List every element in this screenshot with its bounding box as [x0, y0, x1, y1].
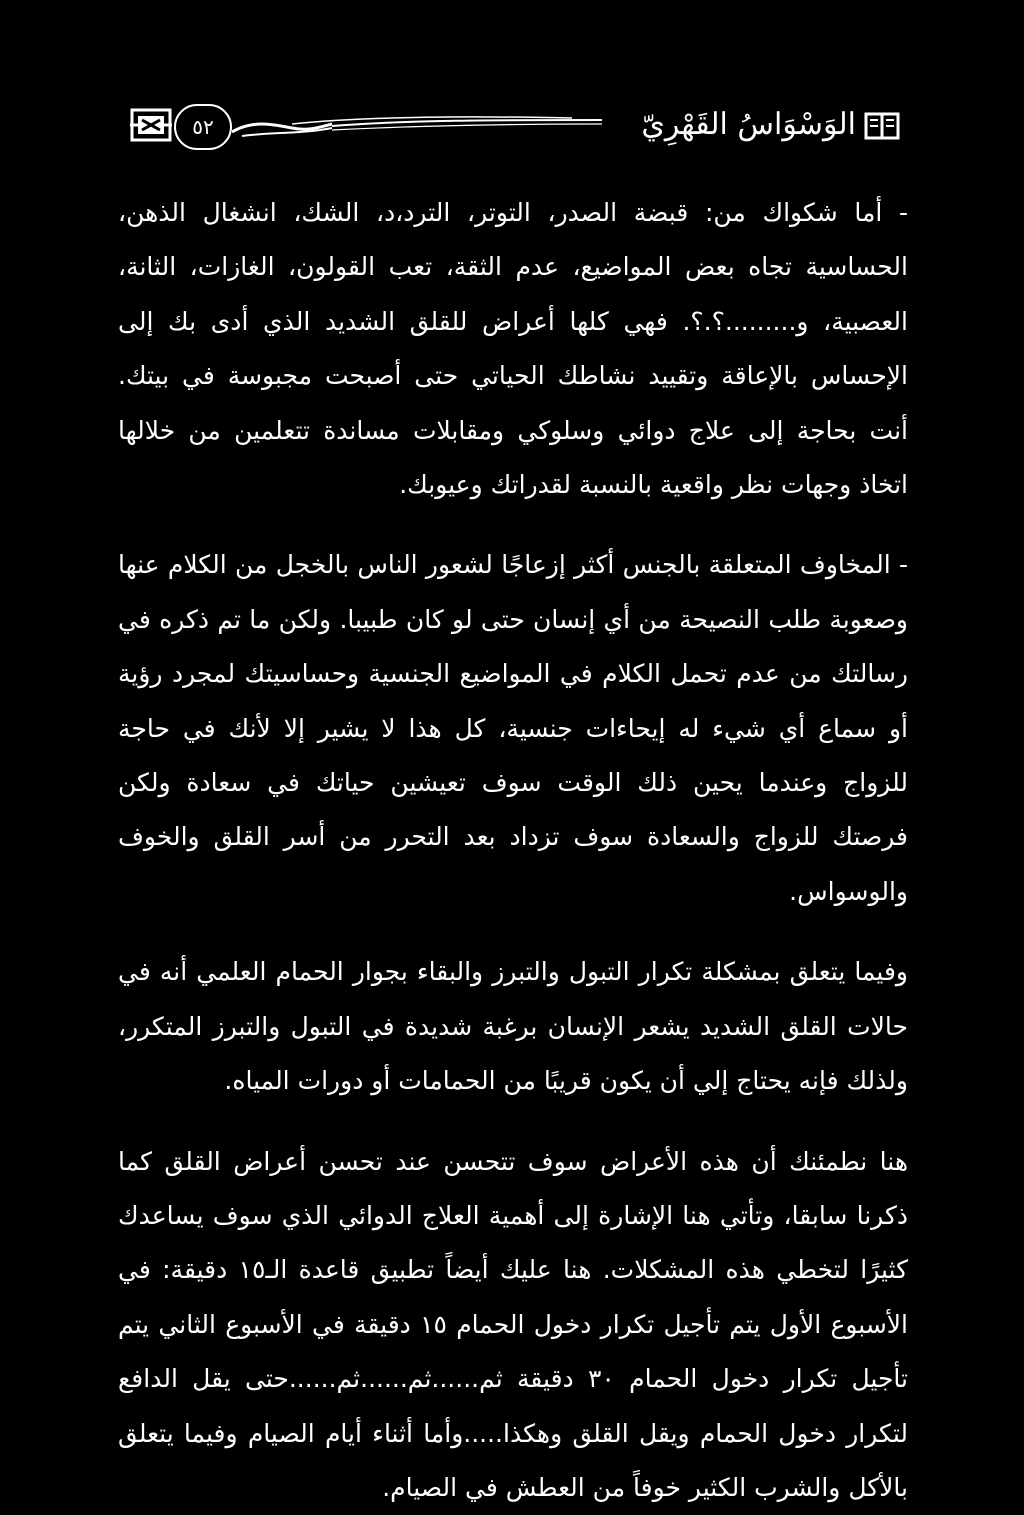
paragraph: وفيما يتعلق بمشكلة تكرار التبول والتبرز والبقاء بجوار الحمام العلمي أنه في حالات القلق الشديد يشعر الإنسان برغبة شديدة في التبول والتبرز المتكرر، ولذلك فإنه يحتاج إلي أن يكون قريبًا من الحمامات أو دورات المياه.: [118, 945, 908, 1108]
paragraph: هنا نطمئنك أن هذه الأعراض سوف تتحسن عند تحسن أعراض القلق كما ذكرنا سابقا، وتأتي هنا الإشارة إلى أهمية العلاج الدوائي الذي سوف يساعدك كثيرًا لتخطي هذه المشكلات. هنا عليك أيضاً تطبيق قاعدة الـ١٥ دقيقة: في الأسبوع الأول يتم تأجيل تكرار دخول الحمام ١٥ دقيقة في الأسبوع الثاني يتم تأجيل تكرار دخول الحمام ٣٠ دقيقة ثم......ثم......ثم......حتى يقل الدافع لتكرار دخول الحمام ويقل القلق وهكذا.....وأما أثناء أيام الصيام وفيما يتعلق بالأكل والشرب الكثير خوفاً من العطش في الصيام.: [118, 1135, 908, 1515]
paragraph: - المخاوف المتعلقة بالجنس أكثر إزعاجًا لشعور الناس بالخجل من الكلام عنها وصعوبة طلب النصيحة من أي إنسان حتى لو كان طبيبا. ولكن ما تم ذكره في رسالتك من عدم تحمل الكلام في المواضيع الجنسية وحساسيتك لمجرد رؤية أو سماع أي شيء له إيحاءات جنسية، كل هذا لا يشير إلا لأنك في حاجة للزواج وعندما يحين ذلك الوقت سوف تعيشين حياتك في سعادة ولكن فرصتك للزواج والسعادة سوف تزداد بعد التحرر من أسر القلق والخوف والوسواس.: [118, 538, 908, 919]
body-text: [118, 186, 908, 1515]
page-number: [174, 104, 232, 150]
decorative-rule-icon: [232, 98, 602, 154]
paragraph: - أما شكواك من: قبضة الصدر، التوتر، الترد،د، الشك، انشغال الذهن، الحساسية تجاه بعض المواضيع، عدم الثقة، تعب القولون، الغازات، الثانة، العصبية، و.........؟.؟. فهي كلها أعراض للقلق الشديد الذي أدى بك إلى الإحساس بالإعاقة وتقييد نشاطك الحياتي حتى أصبحت مجبوسة في بيتك. أنت بحاجة إلى علاج دوائي وسلوكي ومقابلات مساندة تتعلمين من خلالها اتخاذ وجهات نظر واقعية بالنسبة لقدراتك وعيوبك.: [118, 186, 908, 512]
corner-ornament-icon: [128, 102, 174, 148]
book-ornament-icon: [864, 108, 900, 144]
running-title: الوَسْوَاسُ القَهْرِيّ: [606, 100, 856, 150]
page-number-text: ٥٢: [192, 115, 213, 139]
page-header: [128, 98, 900, 154]
